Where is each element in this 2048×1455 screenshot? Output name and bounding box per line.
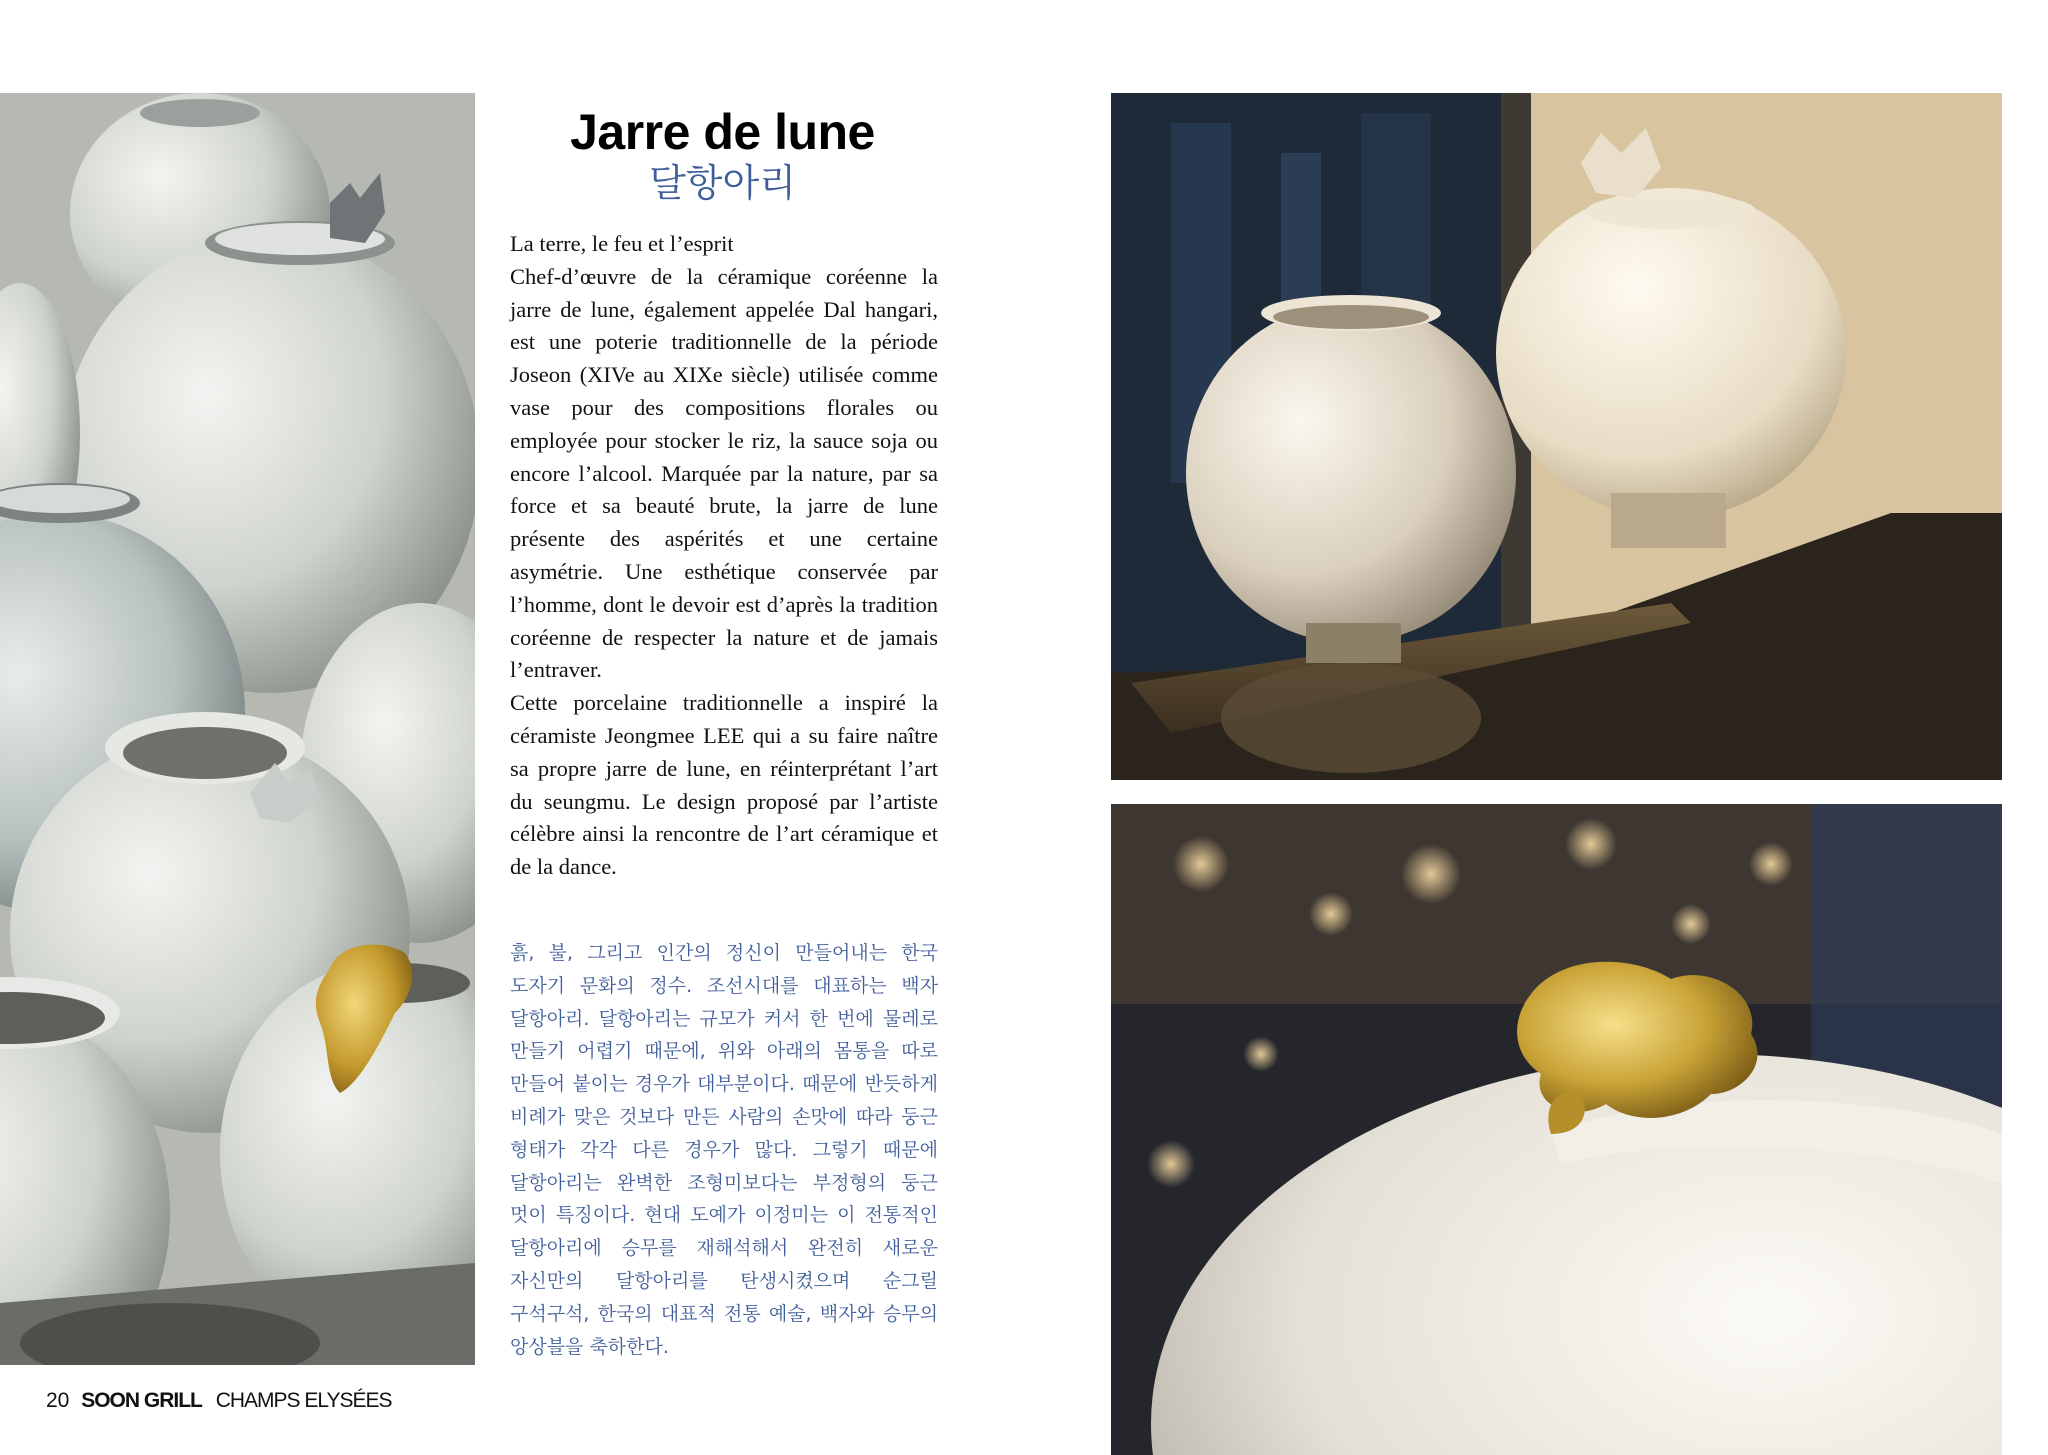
shelf-jars-illustration <box>1111 93 2002 780</box>
footer-brand: SOON GRILL <box>81 1389 202 1412</box>
page-footer <box>46 1389 392 1419</box>
footer-location: CHAMPS ELYSÉES <box>215 1389 392 1412</box>
photo-moon-jar-gold-closeup <box>1111 804 2002 1455</box>
article-title: Jarre de lune <box>570 104 875 160</box>
article-body-french <box>510 228 938 884</box>
photo-moon-jars-on-shelf <box>1111 93 2002 780</box>
jars-illustration <box>0 93 475 1365</box>
article-paragraph-2: Cette porcelaine traditionnelle a inspiré la céramiste Jeongmee LEE qui a su faire naître sa propre jarre de lune, en réinterprétant l’art du seungmu. Le design proposé par l’artiste célèbre ainsi la rencontre de l’art céramique et de la dance. <box>510 690 938 880</box>
photo-moon-jars-group <box>0 93 475 1365</box>
closeup-jar-illustration <box>1111 804 2002 1455</box>
article-body-korean: 흙, 불, 그리고 인간의 정신이 만들어내는 한국 도자기 문화의 정수. 조선시대를 대표하는 백자 달항아리. 달항아리는 규모가 커서 한 번에 물레로 만들기 어렵기 때문에, 위와 아래의 몸통을 따로 만들어 붙이는 경우가 대부분이다. 때문에 반듯하게 비례가 맞은 것보다 만든 사람의 손맛에 따라 둥근 형태가 각각 다른 경우가 많다. 그렇기 때문에 달항아리는 완벽한 조형미보다는 부정형의 둥근 멋이 특징이다. 현대 도예가 이정미는 이 전통적인 달항아리에 승무를 재해석해서 완전히 새로운 자신만의 달항아리를 탄생시켰으며 순그릴 구석구석, 한국의 대표적 전통 예술, 백자와 승무의 앙상블을 축하한다. <box>510 942 938 1358</box>
article-paragraph-1: Chef-d’œuvre de la céramique coréenne la jarre de lune, également appelée Dal hangari, est une poterie traditionnelle de la période Joseon (XIVe au XIXe siècle) utilisée comme vase pour des compositions florales ou employée pour stocker le riz, la sauce soja ou encore l’alcool. Marquée par la nature, par sa force et sa beauté brute, la jarre de lune présente des aspérités et une certaine asymétrie. Une esthétique conservée par l’homme, dont le devoir est d’après la tradition coréenne de respecter la nature et de jamais l’entraver. <box>510 263 938 683</box>
article-lead: La terre, le feu et l’esprit <box>510 231 734 256</box>
page-number: 20 <box>46 1389 70 1412</box>
article-subtitle-korean: 달항아리 <box>649 161 796 205</box>
